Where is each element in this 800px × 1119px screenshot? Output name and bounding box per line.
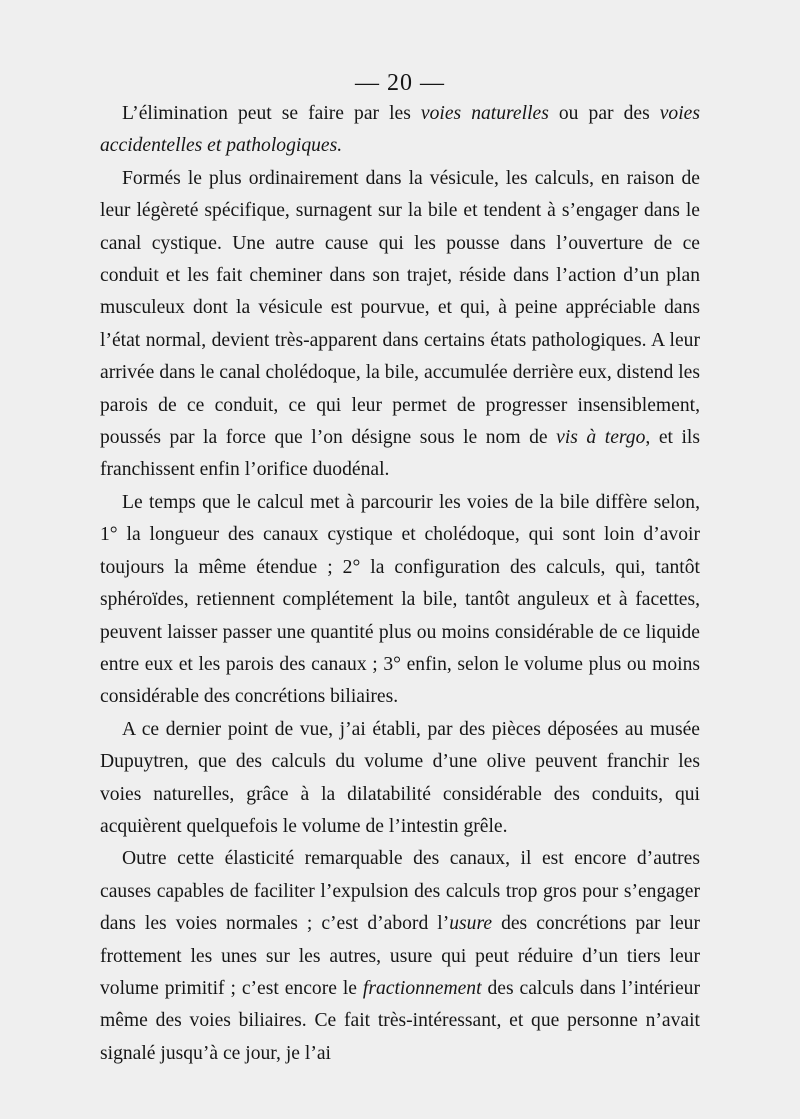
italic-text-run: voies naturelles (420, 103, 549, 124)
text-run: des concrétions par leur frottement les unes sur les autres, usure qui peut réduire d’un tiers leur volume primitif ; c’est encore le (100, 913, 700, 999)
paragraph-musee-dupuytren (100, 714, 700, 844)
italic-text-run: usure (449, 913, 493, 935)
text-run: Formés le plus ordinairement dans la vésicule, les calculs, en raison de leur légèreté spécifique, surnagent sur la bile et tendent à s’engager dans le canal cystique. Une autre cause qui les pousse dans l’ouverture de ce conduit et les fait cheminer dans son trajet, réside dans l’action d’un plan musculeux dont la vésicule est pourvue, et qui, à peine appréciable dans l’état normal, devient très-apparent dans certains états pathologiques. A leur arrivée dans le canal cholédoque, la bile, accumulée derrière eux, distend les parois de ce conduit, ce qui leur permet de progresser insensiblement, poussés par la force que l’on désigne sous le nom de (100, 167, 700, 449)
page-number: — 20 — (355, 70, 445, 96)
italic-text-run: voies accidentelles et pathologiques. (100, 103, 700, 157)
text-run: des calculs dans l’intérieur même des voies biliaires. Ce fait très-intéressant, et que personne n’avait signalé jusqu’à ce jour, je l’ai (100, 977, 700, 1064)
text-run: Le temps que le calcul met à parcourir les voies de la bile diffère selon, 1° la longueur des canaux cystique et cholédoque, qui sont loin d’avoir toujours la même étendue ; 2° la configuration des calculs, qui, tantôt sphéroïdes, retiennent complétement la bile, tantôt anguleux et à facettes, peuvent laisser passer une quantité plus ou moins considérable de ce liquide entre eux et les parois des canaux ; 3° enfin, selon le volume plus ou moins considérable des concrétions biliaires. (100, 491, 700, 708)
text-run: ou par des (548, 103, 660, 124)
text-run: , et ils franchissent enfin l’orifice duodénal. (100, 427, 700, 481)
italic-text-run: vis à tergo (556, 427, 646, 449)
paragraph-elasticite (100, 843, 700, 1070)
paragraph-elimination (100, 98, 700, 163)
text-run: Outre cette élasticité remarquable des canaux, il est encore d’autres causes capables de faciliter l’expulsion des calculs trop gros pour s’engager dans les voies normales ; c’est d’abord l’ (100, 848, 700, 935)
paragraph-temps-parcours (100, 487, 700, 714)
paragraph-calculs-formation (100, 163, 700, 487)
text-run: L’élimination peut se faire par les (122, 103, 421, 124)
text-run: A ce dernier point de vue, j’ai établi, par des pièces déposées au musée Dupuytren, que des calculs du volume d’une olive peuvent franchir les voies naturelles, grâce à la dilatabilité considérable des conduits, qui acquièrent quelquefois le volume de l’intestin grêle. (100, 718, 700, 837)
italic-text-run: fractionnement (362, 977, 482, 999)
body-text (100, 98, 700, 1070)
